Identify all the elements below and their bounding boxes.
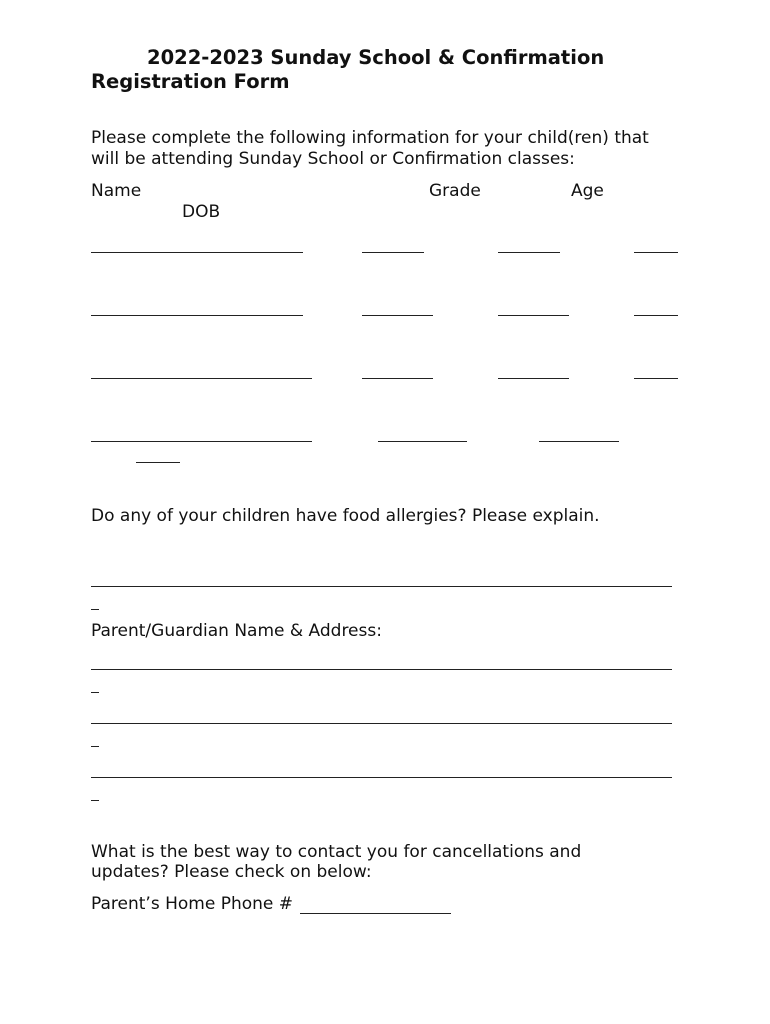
child-1-dob-blank[interactable]: [634, 252, 678, 253]
parent-address-blank-3[interactable]: [91, 777, 672, 778]
child-4-name-blank[interactable]: [91, 441, 312, 442]
dob-column-header: DOB: [182, 202, 221, 222]
contact-question-line-1: What is the best way to contact you for cancellations and: [91, 842, 582, 862]
parent-address-blank-3-end: [91, 800, 99, 801]
child-4-grade-blank[interactable]: [378, 441, 467, 442]
child-3-age-blank[interactable]: [498, 378, 569, 379]
parent-address-blank-1-end: [91, 692, 99, 693]
grade-column-header: Grade: [429, 181, 481, 201]
child-1-name-blank[interactable]: [91, 252, 303, 253]
allergies-answer-blank[interactable]: [91, 586, 672, 587]
contact-question-line-2: updates? Please check on below:: [91, 862, 372, 882]
child-3-grade-blank[interactable]: [362, 378, 433, 379]
home-phone-blank[interactable]: [300, 913, 451, 914]
allergies-question: Do any of your children have food allergies? Please explain.: [91, 506, 600, 526]
parent-address-blank-2[interactable]: [91, 723, 672, 724]
parent-address-blank-1[interactable]: [91, 669, 672, 670]
form-title-line-2: Registration Form: [91, 70, 290, 93]
child-1-grade-blank[interactable]: [362, 252, 424, 253]
child-3-dob-blank[interactable]: [634, 378, 678, 379]
parent-guardian-label: Parent/Guardian Name & Address:: [91, 621, 382, 641]
child-2-grade-blank[interactable]: [362, 315, 433, 316]
intro-text-line-1: Please complete the following information for your child(ren) that: [91, 128, 649, 148]
home-phone-label: Parent’s Home Phone #: [91, 894, 293, 914]
allergies-answer-blank-end: [91, 609, 99, 610]
child-4-dob-blank[interactable]: [136, 462, 180, 463]
child-2-name-blank[interactable]: [91, 315, 303, 316]
form-title: [91, 46, 691, 94]
child-4-age-blank[interactable]: [539, 441, 619, 442]
child-2-age-blank[interactable]: [498, 315, 569, 316]
intro-text-line-2: will be attending Sunday School or Confirmation classes:: [91, 149, 575, 169]
age-column-header: Age: [571, 181, 604, 201]
child-1-age-blank[interactable]: [498, 252, 560, 253]
child-3-name-blank[interactable]: [91, 378, 312, 379]
form-title-line-1: 2022-2023 Sunday School & Confirmation: [147, 46, 605, 69]
parent-address-blank-2-end: [91, 746, 99, 747]
name-column-header: Name: [91, 181, 142, 201]
child-2-dob-blank[interactable]: [634, 315, 678, 316]
